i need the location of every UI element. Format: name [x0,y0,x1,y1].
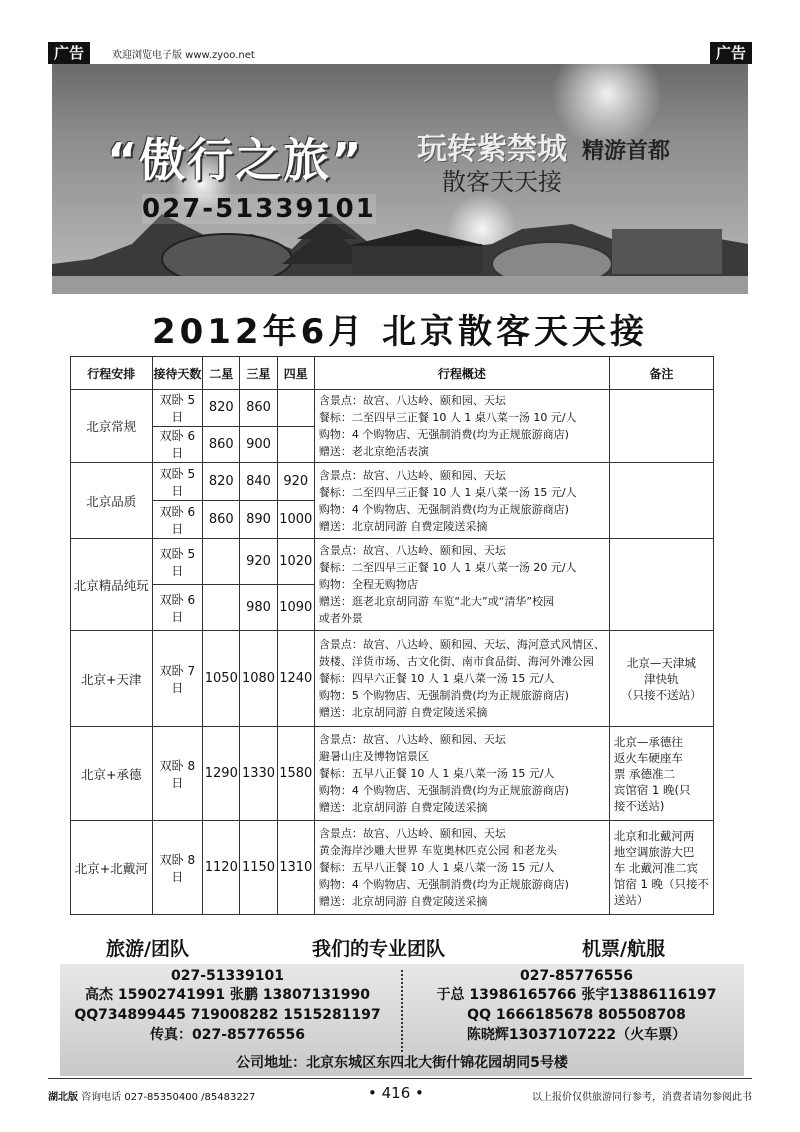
overview-line: 含景点：故宫、八达岭、颐和园、天坛 [318,544,506,557]
note-line: 宾馆宿 1 晚(只 [613,782,691,797]
note-cell [609,727,713,821]
note-line: 地空调旅游大巴 [613,844,695,859]
note-cell [609,821,713,915]
overview-cell [314,821,609,915]
overview-line: 餐标：五早八正餐 10 人 1 桌八菜一汤 15 元/人 [318,861,555,874]
price-four-star: 1000 [277,501,314,539]
days-cell: 双卧 8 日 [152,821,203,915]
price-three-star: 860 [240,390,277,427]
price-two-star: 1050 [203,631,240,727]
footer-left [48,1088,255,1103]
contact-line: 传真：027-85776556 [150,1027,305,1043]
price-two-star [203,585,240,631]
table-row [71,539,714,585]
days-cell: 双卧 6 日 [152,426,203,463]
banner-tag-forbidden-city: 玩转紫禁城 [417,132,567,167]
price-three-star: 1150 [240,821,277,915]
price-four-star [277,426,314,463]
note-line: 北京—承德往 [613,734,683,749]
days-cell: 双卧 5 日 [152,390,203,427]
price-four-star: 1310 [277,821,314,915]
note-line: 返火车硬座车 [613,750,683,765]
itinerary-table [70,356,714,915]
price-two-star: 820 [203,390,240,427]
overview-line: 餐标：二至四早三正餐 10 人 1 桌八菜一汤 20 元/人 [318,561,577,574]
overview-cell [314,390,609,463]
overview-line: 赠送：老北京绝活表演 [318,445,429,458]
route-name: 北京+承德 [71,727,153,821]
overview-line: 餐标：二至四早三正餐 10 人 1 桌八菜一汤 15 元/人 [318,485,577,499]
tiananmen-gate [352,244,482,274]
overview-line: 黄金海岸沙雕大世界 车览奥林匹克公园 和老龙头 [318,844,557,857]
overview-cell [314,539,609,631]
note-cell [609,631,713,727]
consult-phone: 咨询电话 027-85350400 /85483227 [81,1092,256,1103]
overview-line: 赠送：北京胡同游 自费定陵送采摘 [318,706,488,719]
note-line: （只接不送站） [621,687,702,702]
route-name: 北京+北戴河 [71,821,153,915]
route-name: 北京精品纯玩 [71,539,153,631]
price-two-star: 820 [203,463,240,501]
days-cell: 双卧 5 日 [152,463,203,501]
price-four-star: 1240 [277,631,314,727]
price-two-star: 860 [203,426,240,463]
overview-line: 餐标：五早八正餐 10 人 1 桌八菜一汤 15 元/人 [318,767,555,780]
note-line: 津快轨 [644,671,679,686]
contacts-panel [60,964,744,1076]
banner [52,64,748,294]
note-line: 馆宿 1 晚（只接不 [613,876,709,891]
divider [401,970,403,1052]
route-name: 北京常规 [71,390,153,463]
welcome-text: 欢迎浏览电子版 www.zyoo.net [112,50,255,61]
footer-disclaimer: 以上报价仅供旅游同行参考，消费者请勿参阅此书 [532,1092,752,1103]
route-name: 北京+天津 [71,631,153,727]
overview-line: 含景点：故宫、八达岭、颐和园、天坛 [318,827,506,840]
days-cell: 双卧 8 日 [152,727,203,821]
overview-cell [314,631,609,727]
overview-line: 含景点：故宫、八达岭、颐和园、天坛 [318,468,506,482]
note-cell [609,463,713,539]
note-line: 接不送站) [613,798,665,813]
col-header-three-star: 三星 [240,357,277,390]
note-line: 车 北戴河准二宾 [613,860,698,875]
price-four-star: 1090 [277,585,314,631]
price-three-star: 840 [240,463,277,501]
overview-line: 购物：5 个购物店、无强制消费(均为正规旅游商店) [318,689,569,702]
table-row [71,631,714,727]
price-two-star: 1290 [203,727,240,821]
price-four-star: 920 [277,463,314,501]
category-tourism: 旅游/团队 [106,938,189,960]
banner-tag-daily: 散客天天接 [442,168,562,196]
contact-line: 高杰 15902741991 张鹏 13807131990 [85,987,370,1003]
table-row [71,390,714,427]
contact-phone-right: 027-85776556 [520,968,633,984]
overview-line: 餐标：二至四早三正餐 10 人 1 桌八菜一汤 10 元/人 [318,411,577,424]
overview-line: 购物：4 个购物店、无强制消费(均为正规旅游商店) [318,878,569,891]
footer-rule [48,1078,752,1079]
page-headline: 2012年6月 北京散客天天接 [151,312,649,352]
table-row [71,727,714,821]
overview-line: 避暑山庄及博物馆景区 [318,750,429,763]
top-bar [48,42,752,64]
overview-cell [314,463,609,539]
contacts-right [409,968,744,1045]
price-two-star: 1120 [203,821,240,915]
edition-label: 湖北版 [48,1092,78,1103]
price-three-star: 1080 [240,631,277,727]
col-header-days: 接待天数 [152,357,203,390]
price-two-star [203,539,240,585]
price-three-star: 920 [240,539,277,585]
route-name: 北京品质 [71,463,153,539]
col-header-four-star: 四星 [277,357,314,390]
overview-line: 购物：全程无购物店 [318,578,418,591]
overview-line: 含景点：故宫、八达岭、颐和园、天坛、海河意式风情区、 [318,638,605,651]
note-line: 送站） [613,892,649,907]
category-tickets: 机票/航服 [582,938,665,960]
ad-tag-left: 广告 [48,42,90,64]
price-four-star [277,390,314,427]
contact-line: 于总 13986165766 张宇13886116197 [436,987,717,1003]
company-address: 公司地址：北京东城区东四北大街什锦花园胡同5号楼 [236,1055,568,1071]
price-four-star: 1580 [277,727,314,821]
overview-line: 赠送：逛老北京胡同游 车览“北大”或“清华”校园 [318,595,555,608]
table-row [71,463,714,501]
contacts-left [60,968,395,1045]
table-header-row [71,357,714,390]
overview-line: 赠送：北京胡同游 自费定陵送采摘 [318,895,488,908]
col-header-note: 备注 [609,357,713,390]
price-three-star: 980 [240,585,277,631]
days-cell: 双卧 6 日 [152,501,203,539]
note-line: 北京和北戴河两 [613,828,695,843]
category-team: 我们的专业团队 [312,938,446,960]
water-cube [612,229,722,274]
footer [48,1084,752,1104]
overview-line: 或者外景 [318,612,363,625]
overview-line: 购物：4 个购物店、无强制消费(均为正规旅游商店) [318,428,569,441]
overview-line: 购物：4 个购物店、无强制消费(均为正规旅游商店) [318,502,569,516]
banner-tag-capital: 精游首都 [582,139,671,164]
days-cell: 双卧 6 日 [152,585,203,631]
ground [52,276,748,294]
table-row [71,821,714,915]
overview-line: 购物：4 个购物店、无强制消费(均为正规旅游商店) [318,784,569,797]
price-three-star: 890 [240,501,277,539]
note-cell [609,539,713,631]
note-line: 票 承德准二 [613,766,675,781]
col-header-route: 行程安排 [71,357,153,390]
price-four-star: 1020 [277,539,314,585]
col-header-overview: 行程概述 [314,357,609,390]
slogan: “傲行之旅” [107,133,364,187]
banner-phone: 027-51339101 [142,194,376,224]
price-three-star: 1330 [240,727,277,821]
contact-line: QQ 1666185678 805508708 [467,1007,686,1023]
page-number: • 416 • [368,1084,424,1102]
col-header-two-star: 二星 [203,357,240,390]
contact-line: QQ734899445 719008282 1515281197 [74,1007,381,1023]
overview-line: 赠送：北京胡同游 自费定陵送采摘 [318,801,488,814]
overview-cell [314,727,609,821]
overview-line: 含景点：故宫、八达岭、颐和园、天坛 [318,733,506,746]
overview-line: 鼓楼、洋货市场、古文化街、南市食品街、海河外滩公园 [318,655,594,668]
days-cell: 双卧 7 日 [152,631,203,727]
overview-line: 餐标：四早六正餐 10 人 1 桌八菜一汤 15 元/人 [318,672,555,685]
ad-tag-right: 广告 [710,42,752,64]
price-two-star: 860 [203,501,240,539]
overview-line: 赠送：北京胡同游 自费定陵送采摘 [318,519,488,533]
note-cell [609,390,713,463]
price-three-star: 900 [240,426,277,463]
note-line: 北京—天津城 [626,655,696,670]
days-cell: 双卧 5 日 [152,539,203,585]
contact-line: 陈晓辉13037107222（火车票） [466,1027,687,1043]
category-headings [70,934,714,960]
contact-phone-left: 027-51339101 [171,968,284,984]
overview-line: 含景点：故宫、八达岭、颐和园、天坛 [318,394,506,407]
